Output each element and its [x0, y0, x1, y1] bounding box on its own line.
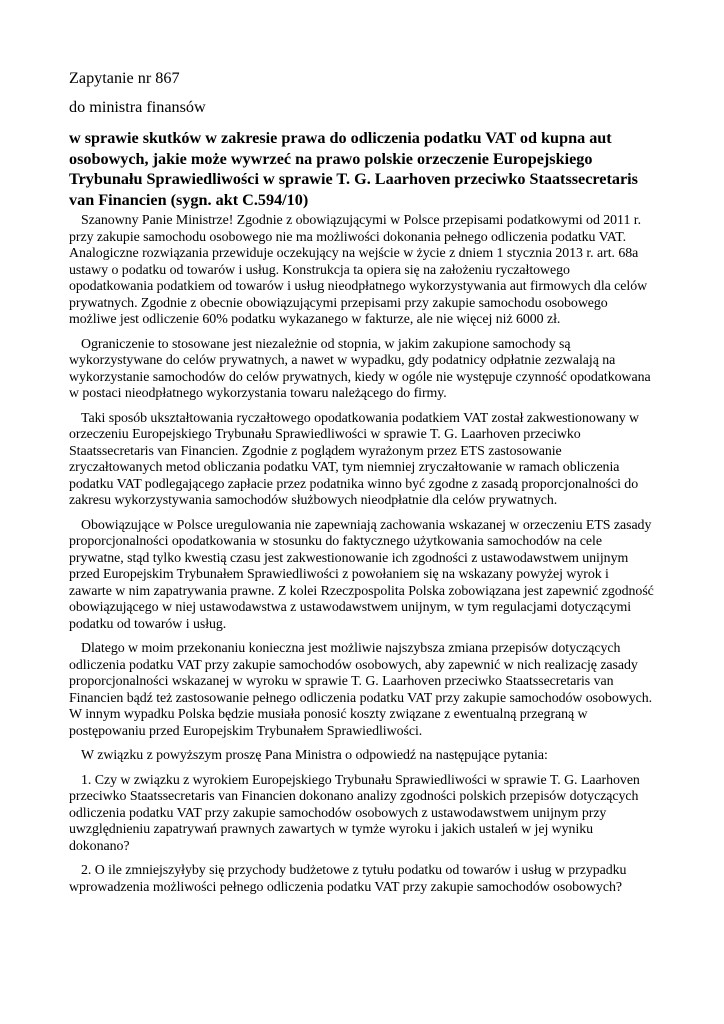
- question-2: 2. O ile zmniejszyłyby się przychody budżetowe z tytułu podatku od towarów i usług w przypadku wprowadzenia możliwości pełnego odliczenia podatku VAT przy zakupie samochodów osobowych?: [69, 863, 627, 895]
- body-paragraph-5: Dlatego w moim przekonaniu konieczna jest możliwie najszybsza zmiana przepisów dotyczących odliczenia podatku VAT przy zakupie samochodów osobowych, aby zapewnić w nich realizację zasady proporcjonalności wskazanej w wyroku w sprawie T. G. Laarhoven przeciwko Staatssecretaris van Financien bądź też zastosowanie pełnego odliczenia podatku VAT przy zakupie samochodów osobowych. W innym wypadku Polska będzie musiała ponosić koszty związane z ewentualną przegraną w postępowaniu przed Europejskim Trybunałem Sprawiedliwości.: [69, 641, 653, 739]
- inquiry-subject: w sprawie skutków w zakresie prawa do odliczenia podatku VAT od kupna aut osobowych, jakie może wywrzeć na prawo polskie orzeczenie Europejskiego Trybunału Sprawiedliwości w sprawie T. G. Laarhoven przeciwko Staatssecretaris van Financien (sygn. akt C.594/10): [69, 129, 638, 209]
- document-page: [69, 68, 654, 904]
- body-paragraph-1: Szanowny Panie Ministrze! Zgodnie z obowiązującymi w Polsce przepisami podatkowymi od 2011 r. przy zakupie samochodu osobowego nie ma możliwości dokonania pełnego odliczenia podatku VAT. Analogiczne rozwiązania przewiduje oczekujący na wejście w życie z dniem 1 stycznia 2013 r. art. 68a ustawy o podatku od towarów i usług. Konstrukcja ta opiera się na założeniu ryczałtowego opodatkowania podatkiem od towarów i usług nieodpłatnego wykorzystywania aut firmowych dla celów prywatnych. Zgodnie z obecnie obowiązującymi przepisami przy zakupie samochodu osobowego możliwe jest odliczenie 60% podatku wykazanego w fakturze, ale nie więcej niż 6000 zł.: [69, 213, 648, 327]
- addressee: do ministra finansów: [69, 98, 206, 116]
- questions-intro: W związku z powyższym proszę Pana Ministra o odpowiedź na następujące pytania:: [81, 748, 548, 763]
- question-1: 1. Czy w związku z wyrokiem Europejskiego Trybunału Sprawiedliwości w sprawie T. G. Laarhoven przeciwko Staatssecretaris van Financien dokonano analizy zgodności polskich przepisów dotyczących odliczenia podatku VAT przy zakupie samochodów osobowych z ustawodawstwem unijnym przy uwzględnieniu zapatrywań prawnych zawartych w tymże wyroku i jakich ustaleń w jej wyniku dokonano?: [69, 772, 640, 854]
- inquiry-number: Zapytanie nr 867: [69, 69, 180, 87]
- body-paragraph-4: Obowiązujące w Polsce uregulowania nie zapewniają zachowania wskazanej w orzeczeniu ETS zasady proporcjonalności opodatkowania w stosunku do faktycznego użytkowania samochodów na cele prywatne, stąd tylko kwestią czasu jest zakwestionowanie ich zgodności z ustawodawstwem unijnym przed Europejskim Trybunałem Sprawiedliwości z powołaniem się na wskazany powyżej wyrok i zawarte w nim zapatrywania prawne. Z kolei Rzeczpospolita Polska zobowiązana jest zapewnić zgodność obowiązującego w niej ustawodawstwa z ustawodawstwem unijnym, w tym regulacjami dotyczącymi podatku od towarów i usług.: [69, 517, 654, 632]
- body-paragraph-3: Taki sposób ukształtowania ryczałtowego opodatkowania podatkiem VAT został zakwestionowany w orzeczeniu Europejskiego Trybunału Sprawiedliwości w sprawie T. G. Laarhoven przeciwko Staatssecretaris van Financien. Zgodnie z poglądem wyrażonym przez ETS zastosowanie zryczałtowanych metod obliczania podatku VAT, tym niemniej zryczałtowanie w ramach obliczenia podatku VAT podlegającego zapłacie przez podatnika winno być zgodne z zasadą proporcjonalności do zakresu wykorzystywania samochodów służbowych nieodpłatnie dla celów prywatnych.: [69, 410, 640, 508]
- body-paragraph-2: Ograniczenie to stosowane jest niezależnie od stopnia, w jakim zakupione samochody są wykorzystywane do celów prywatnych, a nawet w wypadku, gdy podatnicy odpłatnie zezwalają na wykorzystanie samochodów do celów prywatnych, kiedy w ogóle nie występuje czynność opodatkowana w postaci nieodpłatnego wykorzystania towaru należącego do firmy.: [69, 336, 651, 401]
